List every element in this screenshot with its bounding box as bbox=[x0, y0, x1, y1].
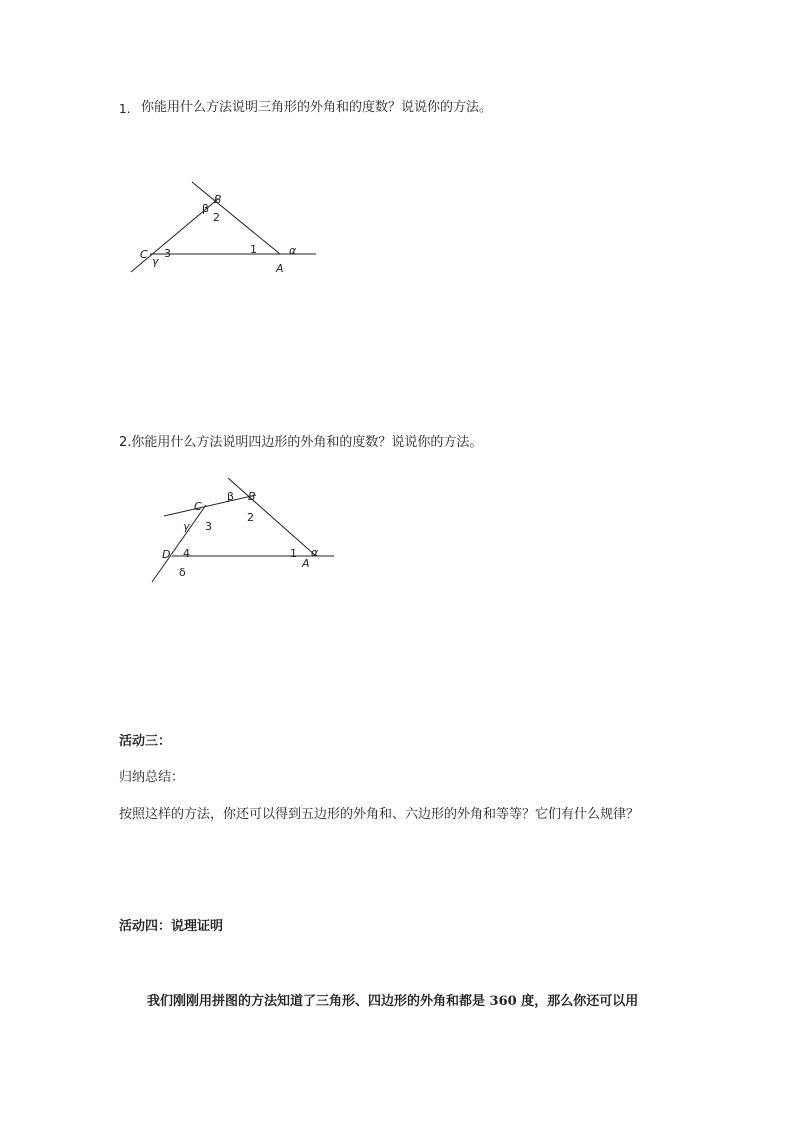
angle-label-2: 2 bbox=[247, 511, 254, 524]
triangle-figure bbox=[131, 182, 316, 272]
question-1-text: 你能用什么方法说明三角形的外角和的度数？说说你的方法。 bbox=[141, 100, 493, 115]
vertex-label-b: B bbox=[248, 490, 256, 503]
angle-label-delta: δ bbox=[179, 566, 186, 579]
angle-label-alpha: α bbox=[311, 546, 319, 559]
activity-3-heading: 活动三： bbox=[119, 734, 172, 749]
angle-label-4: 4 bbox=[183, 547, 190, 560]
angle-label-2: 2 bbox=[213, 211, 220, 224]
vertex-label-d: D bbox=[162, 548, 171, 561]
question-2-text: 2.你能用什么方法说明四边形的外角和的度数？说说你的方法。 bbox=[119, 435, 483, 450]
activity-4-heading: 活动四：说理证明 bbox=[119, 919, 224, 934]
angle-label-3: 3 bbox=[205, 520, 212, 533]
line-ab-extended bbox=[192, 182, 280, 254]
vertex-label-c: C bbox=[194, 500, 202, 513]
activity-4-paragraph: 我们刚刚用拼图的方法知道了三角形、四边形的外角和都是 360 度，那么你还可以用 bbox=[147, 994, 639, 1009]
angle-label-alpha: α bbox=[289, 244, 297, 257]
vertex-label-b: B bbox=[214, 193, 222, 206]
angle-label-beta: β bbox=[227, 490, 235, 503]
angle-label-1: 1 bbox=[250, 243, 257, 256]
vertex-label-a: A bbox=[276, 262, 284, 275]
question-1-number: 1. bbox=[119, 102, 131, 116]
vertex-label-a: A bbox=[302, 557, 310, 570]
angle-label-gamma: γ bbox=[152, 255, 159, 268]
line-ab-extended bbox=[228, 478, 316, 556]
angle-label-gamma: γ bbox=[183, 520, 190, 533]
angle-label-1: 1 bbox=[290, 547, 297, 560]
angle-label-3: 3 bbox=[164, 247, 171, 260]
summary-label: 归纳总结： bbox=[119, 770, 185, 785]
line-cb-extended bbox=[164, 495, 256, 516]
activity-3-question: 按照这样的方法，你还可以得到五边形的外角和、六边形的外角和等等？它们有什么规律？ bbox=[119, 807, 640, 822]
vertex-label-c: C bbox=[140, 248, 148, 261]
angle-label-beta: β bbox=[202, 202, 210, 215]
